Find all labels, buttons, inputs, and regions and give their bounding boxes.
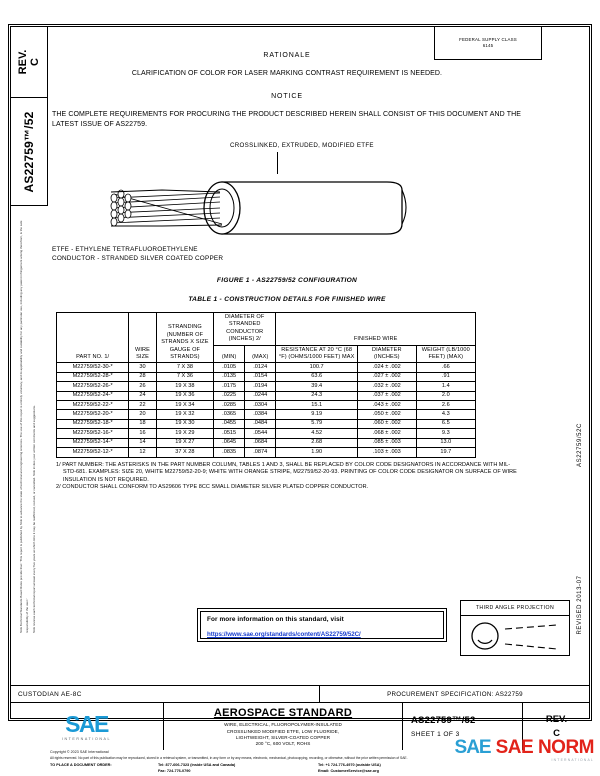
standard-description (224, 722, 342, 748)
cell-wire-size: 30 (129, 363, 156, 372)
cell-weight: 6.5 (416, 419, 475, 428)
footnote-1: 1/ PART NUMBER: THE ASTERISKS IN THE PART NUMBER COLUMN, TABLES 1 AND 3, SHALL BE REPLACED BY COLOR CODE DESIGNATORS IN ACCORDANCE WITH MIL-STD-681. EXAMPLES: SIZE 20, WHITE M22759/52-20-9; WHITE WITH ORANGE STRIPE, M22759/52-20-93. PRINTING OF COLOR CODE DESIGNATOR ON SURFACE OF WIRE INSULATION IS NOT REQUIRED. (56, 461, 517, 483)
cell-min: .0515 (214, 429, 245, 438)
title-block (10, 685, 590, 749)
cell-resistance: 24.3 (276, 391, 358, 400)
rationale-text: CLARIFICATION OF COLOR FOR LASER MARKING CONTRAST REQUIREMENT IS NEEDED. (131, 70, 443, 77)
main-content (52, 30, 522, 492)
cell-resistance: 4.52 (276, 429, 358, 438)
right-revised-date: REVISED 2013-07 (577, 575, 583, 635)
cell-weight: 9.3 (416, 429, 475, 438)
cell-wire-size: 14 (129, 438, 156, 447)
sae-logo-subtext: INTERNATIONAL (61, 736, 112, 741)
cell-min: .0835 (214, 448, 245, 457)
desc-line-4: 200 °C, 600 VOLT, ROHS (255, 741, 311, 747)
table-header-row-1 (57, 313, 476, 346)
rev-box-text (17, 49, 41, 74)
cell-min: .0645 (214, 438, 245, 447)
cell-diameter: .032 ± .002 (358, 382, 417, 391)
cell-min: .0285 (214, 401, 245, 410)
procurement-spec-field: PROCUREMENT SPECIFICATION: AS22759 (387, 690, 523, 698)
cell-resistance: 1.90 (276, 448, 358, 457)
table-row (57, 372, 476, 381)
figure-callout-label: CROSSLINKED, EXTRUDED, MODIFIED ETFE (230, 142, 374, 149)
desc-line-3: LIGHTWEIGHT, SILVER-COATED COPPER (235, 735, 331, 740)
cell-stranding: 7 X 38 (156, 363, 213, 372)
sae-logo-text: SAE (65, 710, 108, 737)
cell-diameter: .037 ± .002 (358, 391, 417, 400)
cell-weight: 1.4 (416, 382, 475, 391)
right-revised-strip (572, 520, 588, 700)
part-number-text: AS22759™/52 (21, 111, 36, 192)
cell-part-no: M22759/52-30-* (57, 363, 129, 372)
cell-wire-size: 22 (129, 401, 156, 410)
footer-copyright: Copyright © 2023 SAE International (50, 749, 109, 754)
cell-resistance: 39.4 (276, 382, 358, 391)
cell-max: .0304 (245, 401, 276, 410)
cell-resistance: 2.68 (276, 438, 358, 447)
cell-min: .0455 (214, 419, 245, 428)
footer-tel-us: Tel: 877-606-7323 (inside USA and Canada) (158, 763, 236, 768)
cell-wire-size: 20 (129, 410, 156, 419)
cell-max: .0874 (245, 448, 276, 457)
cell-min: .0135 (214, 372, 245, 381)
desc-line-1: WIRE, ELECTRICAL, FLUOROPOLYMER-INSULATED (224, 722, 342, 728)
fsc-label: FEDERAL SUPPLY CLASS (459, 36, 517, 42)
table-caption: TABLE 1 - CONSTRUCTION DETAILS FOR FINISHED WIRE (188, 296, 386, 303)
third-angle-symbol-area (461, 616, 569, 656)
cell-stranding: 19 X 29 (156, 429, 213, 438)
cell-min: .0105 (214, 363, 245, 372)
footer-spacer (50, 769, 158, 774)
cell-diameter: .050 ± .002 (358, 410, 417, 419)
footer-email: Email: CustomerService@sae.org (318, 768, 379, 773)
wire-figure (52, 138, 522, 243)
table-row (57, 429, 476, 438)
cell-stranding: 7 X 36 (156, 372, 213, 381)
figure-caption: FIGURE 1 - AS22759/52 CONFIGURATION (216, 277, 358, 284)
cell-wire-size: 16 (129, 429, 156, 438)
cell-diameter: .103 ± .003 (358, 448, 417, 457)
th-weight: WEIGHT (LB/1000 FEET) (MAX) (416, 345, 475, 363)
cell-resistance: 5.79 (276, 419, 358, 428)
fsc-value: 6145 (482, 42, 494, 48)
cell-wire-size: 18 (129, 419, 156, 428)
cell-part-no: M22759/52-28-* (57, 372, 129, 381)
revision-label: REV. (545, 714, 568, 725)
cell-part-no: M22759/52-12-* (57, 448, 129, 457)
title-block-row-top (10, 686, 590, 703)
rationale-title: RATIONALE (263, 52, 311, 59)
table-row (57, 438, 476, 447)
cell-diameter: .043 ± .002 (358, 401, 417, 410)
third-angle-projection-box (460, 600, 570, 656)
cell-max: .0154 (245, 372, 276, 381)
page-footer (50, 750, 595, 774)
cell-max: .0484 (245, 419, 276, 428)
revision-value: C (553, 728, 560, 739)
custodian-field: CUSTODIAN AE-8C (10, 686, 320, 702)
cell-max: .0244 (245, 391, 276, 400)
cell-wire-size: 28 (129, 372, 156, 381)
cell-diameter: .024 ± .002 (358, 363, 417, 372)
th-wire-size: WIRE SIZE (129, 313, 156, 363)
notice-text: THE COMPLETE REQUIREMENTS FOR PROCURING THE PRODUCT DESCRIBED HEREIN SHALL CONSIST OF THIS DOCUMENT AND THE LATEST ISSUE OF AS22759. (52, 111, 522, 128)
cell-stranding: 37 X 28 (156, 448, 213, 457)
th-part-no: PART NO. 1/ (57, 313, 129, 363)
more-information-label: For more information on this standard, visit (207, 616, 344, 623)
more-information-box (197, 608, 447, 642)
document-number-cell (403, 703, 523, 750)
material-etfe: ETFE - ETHYLENE TETRAFLUOROETHYLENE (52, 246, 198, 253)
legal-paragraph-1: SAE Technical Standards Board Rules provide that: “This report is published by SAE to advance the state of technical and engineering sciences. The use of this report is entirely voluntary, and its applicability and suitability for any particular use, including any patent infringement arising therefrom, is the sole responsibility of the user.” (19, 220, 29, 633)
cell-part-no: M22759/52-18-* (57, 419, 129, 428)
th-resistance: RESISTANCE AT 20 °C (68 °F) (OHMS/1000 FEET) MAX (276, 345, 358, 363)
table-head (57, 313, 476, 363)
legal-notice-strip (12, 210, 46, 640)
table-row (57, 419, 476, 428)
table-row (57, 410, 476, 419)
cell-max: .0684 (245, 438, 276, 447)
th-finished-wire: FINISHED WIRE (276, 313, 476, 346)
cell-weight: 4.3 (416, 410, 475, 419)
rev-value: C (28, 57, 41, 66)
revision-cell (523, 703, 590, 750)
sae-logo (10, 703, 164, 750)
cell-resistance: 63.6 (276, 372, 358, 381)
cell-part-no: M22759/52-24-* (57, 391, 129, 400)
watermark-sae-norm: SAE NORM (495, 737, 594, 758)
footer-order-label: TO PLACE A DOCUMENT ORDER: (50, 763, 112, 768)
cell-diameter: .027 ± .002 (358, 372, 417, 381)
cell-diameter: .060 ± .002 (358, 419, 417, 428)
cell-resistance: 15.1 (276, 401, 358, 410)
footer-fax: Fax: 724-776-0790 (158, 768, 191, 773)
right-document-id: AS22759/52C (577, 423, 583, 467)
part-number-box (10, 98, 48, 206)
cell-weight: 2.6 (416, 401, 475, 410)
wire-cutaway-illustration (102, 168, 442, 243)
table-body (57, 363, 476, 457)
cell-wire-size: 12 (129, 448, 156, 457)
title-block-row-main (10, 703, 590, 750)
cell-weight: .91 (416, 372, 475, 381)
footer-rights: All rights reserved. No part of this publication may be reproduced, stored in a retrieval system, or transmitted, in any form or by any means, electronic, mechanical, photocopying, recording, or otherwise, without the prior written permission of SAE. (50, 756, 408, 761)
cell-part-no: M22759/52-14-* (57, 438, 129, 447)
rev-label: REV. (16, 49, 29, 74)
th-diameter: DIAMETER (INCHES) (358, 345, 417, 363)
table-row (57, 382, 476, 391)
cell-min: .0365 (214, 410, 245, 419)
watermark-subtext: INTERNATIONAL (551, 758, 594, 762)
cell-stranding: 19 X 36 (156, 391, 213, 400)
cell-resistance: 9.19 (276, 410, 358, 419)
standard-title: AEROSPACE STANDARD (213, 707, 353, 720)
cell-wire-size: 24 (129, 391, 156, 400)
cell-resistance: 100.7 (276, 363, 358, 372)
table-row (57, 401, 476, 410)
cell-diameter: .085 ± .003 (358, 438, 417, 447)
standard-url-link[interactable]: https://www.sae.org/standards/content/AS22759/52C/ (207, 631, 361, 638)
cell-wire-size: 26 (129, 382, 156, 391)
cell-stranding: 19 X 32 (156, 410, 213, 419)
cell-part-no: M22759/52-26-* (57, 382, 129, 391)
cell-weight: 2.0 (416, 391, 475, 400)
cell-max: .0384 (245, 410, 276, 419)
cell-min: .0175 (214, 382, 245, 391)
third-angle-symbol-icon (461, 616, 569, 656)
cell-weight: .66 (416, 363, 475, 372)
watermark-sae: SAE (454, 737, 491, 758)
th-diam-stranded: DIAMETER OF STRANDED CONDUCTOR (INCHES) 2/ (214, 313, 276, 346)
footer-tel-intl: Tel: +1 724-776-4970 (outside USA) (318, 763, 381, 768)
table-row (57, 448, 476, 457)
third-angle-title: THIRD ANGLE PROJECTION (461, 601, 569, 616)
document-number: AS22759™/52 (411, 715, 476, 726)
cell-weight: 19.7 (416, 448, 475, 457)
cell-max: .0124 (245, 363, 276, 372)
cell-stranding: 19 X 34 (156, 401, 213, 410)
footnote-2: 2/ CONDUCTOR SHALL CONFORM TO AS29606 TYPE 8CC SMALL DIAMETER SILVER PLATED COPPER CONDUCTOR. (56, 484, 369, 491)
cell-max: .0544 (245, 429, 276, 438)
desc-line-2: CROSSLINKED MODIFIED ETFE, LOW FLUORIDE, (226, 728, 340, 734)
cell-part-no: M22759/52-20-* (57, 410, 129, 419)
material-legend (52, 245, 522, 263)
legal-paragraph-2: SAE reviews each technical report at least every five years at which time it may be reaffirmed, revised, or cancelled. SAE invites your written comments and suggestions. (31, 405, 36, 633)
sheet-number: SHEET 1 OF 3 (411, 731, 460, 738)
table-footnotes (56, 462, 522, 492)
cell-stranding: 19 X 27 (156, 438, 213, 447)
th-stranding: STRANDING (NUMBER OF STRANDS X SIZE GAUGE OF STRANDS) (156, 313, 213, 363)
cell-weight: 13.0 (416, 438, 475, 447)
construction-details-table (56, 312, 476, 458)
notice-title: NOTICE (271, 93, 303, 100)
cell-diameter: .068 ± .002 (358, 429, 417, 438)
th-min: (MIN) (214, 345, 245, 363)
legal-notice-rotated (19, 210, 39, 633)
table-row (57, 391, 476, 400)
cell-stranding: 19 X 38 (156, 382, 213, 391)
more-information-inner (200, 611, 444, 639)
rev-box (10, 26, 48, 98)
cell-max: .0194 (245, 382, 276, 391)
cell-stranding: 19 X 30 (156, 419, 213, 428)
th-max: (MAX) (245, 345, 276, 363)
material-conductor: CONDUCTOR - STRANDED SILVER COATED COPPER (52, 255, 224, 262)
standard-title-cell (164, 703, 403, 750)
footer-fax-row (50, 769, 595, 774)
table-row (57, 363, 476, 372)
cell-min: .0225 (214, 391, 245, 400)
cell-part-no: M22759/52-22-* (57, 401, 129, 410)
cell-part-no: M22759/52-16-* (57, 429, 129, 438)
